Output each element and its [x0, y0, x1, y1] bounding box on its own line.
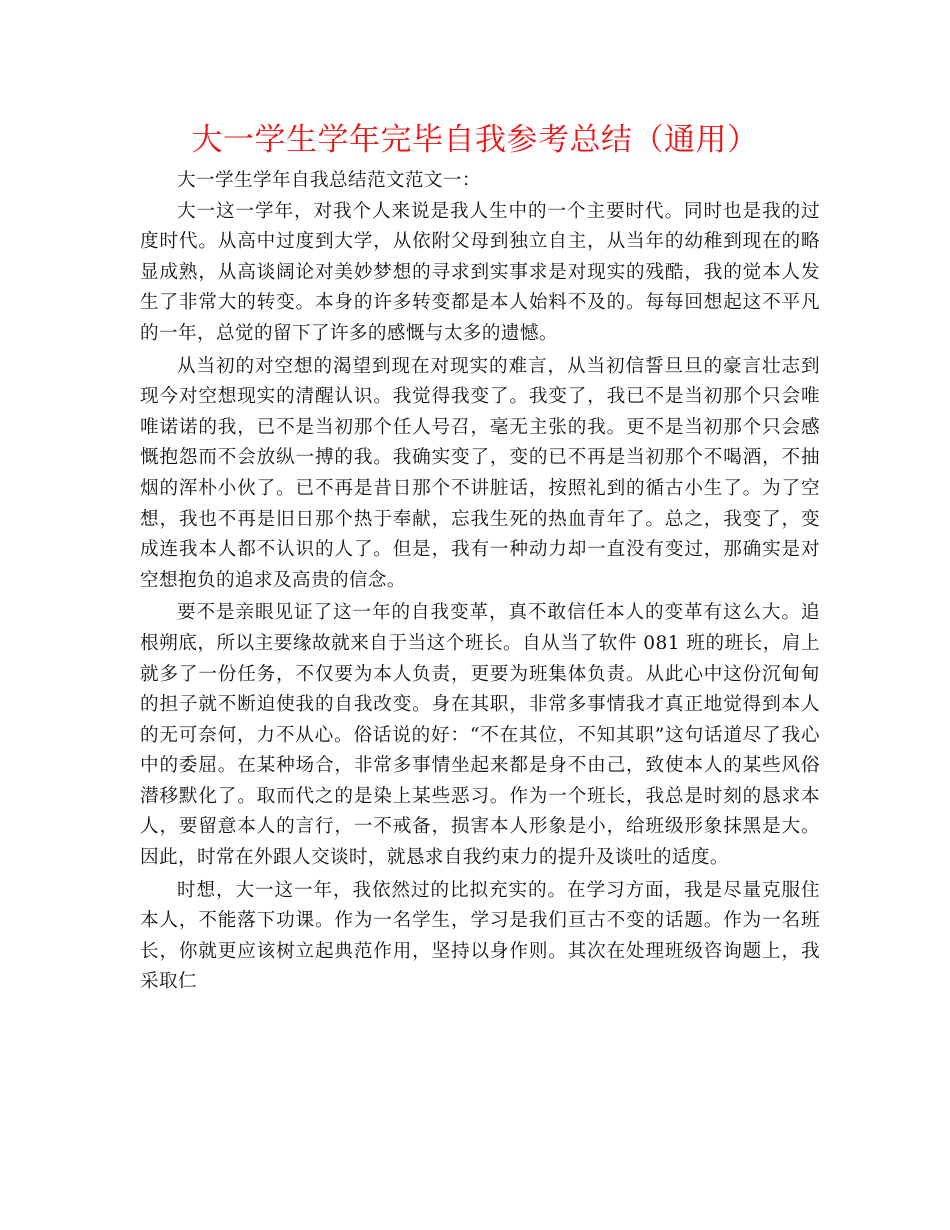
paragraph-intro: 大一学生学年自我总结范文范文一： — [177, 170, 481, 191]
document-title: 大一学生学年完毕自我参考总结（通用） — [191, 122, 759, 158]
paragraph: 时想，大一这一年，我依然过的比拟充实的。在学习方面，我是尽量克服住本人，不能落下功课。作为一名学生，学习是我们亘古不变的话题。作为一名班长，你就更应该树立起典范作用，坚持以身作则。其次在处理班级咨询题上，我采取仁 — [140, 879, 820, 993]
paragraph: 大一这一学年，对我个人来说是我人生中的一个主要时代。同时也是我的过度时代。从高中过度到大学，从依附父母到独立自主，从当年的幼稚到现在的略显成熟，从高谈阔论对美妙梦想的寻求到实事求是对现实的残酷，我的觉本人发生了非常大的转变。本身的许多转变都是本人始料不及的。每每回想起这不平凡的一年，总觉的留下了许多的感慨与太多的遗憾。 — [140, 200, 820, 344]
paragraph: 从当初的对空想的渴望到现在对现实的难言，从当初信誓旦旦的豪言壮志到现今对空想现实的清醒认识。我觉得我变了。我变了，我已不是当初那个只会唯唯诺诺的我，已不是当初那个任人号召，毫无主张的我。更不是当初那个只会感慨抱怨而不会放纵一搏的我。我确实变了，变的已不再是当初那个不喝酒，不抽烟的浑朴小伙了。已不再是昔日那个不讲脏话，按照礼到的循古小生了。为了空想，我也不再是旧日那个热于奉献，忘我生死的热血青年了。总之，我变了，变成连我本人都不认识的人了。但是，我有一种动力却一直没有变过，那确实是对空想抱负的追求及高贵的信念。 — [140, 355, 820, 591]
paragraph: 要不是亲眼见证了这一年的自我变革，真不敢信任本人的变革有这么大。追根朔底，所以主要缘故就来自于当这个班长。自从当了软件 081 班的班长，肩上就多了一份任务，不仅要为本人负责，更要为班集体负责。从此心中这份沉甸甸的担子就不断迫使我的自我改变。身在其职，非常多事情我才真正地觉得到本人的无可奈何，力不从心。俗话说的好：“不在其位，不知其职”这句话道尽了我心中的委屈。在某种场合，非常多事情坐起来都是身不由己，致使本人的某些风俗潜移默化了。取而代之的是染上某些恶习。作为一个班长，我总是时刻的恳求本人，要留意本人的言行，一不戒备，损害本人形象是小，给班级形象抹黑是大。因此，时常在外跟人交谈时，就恳求自我约束力的提升及谈吐的适度。 — [140, 602, 820, 869]
document-body — [140, 166, 820, 998]
